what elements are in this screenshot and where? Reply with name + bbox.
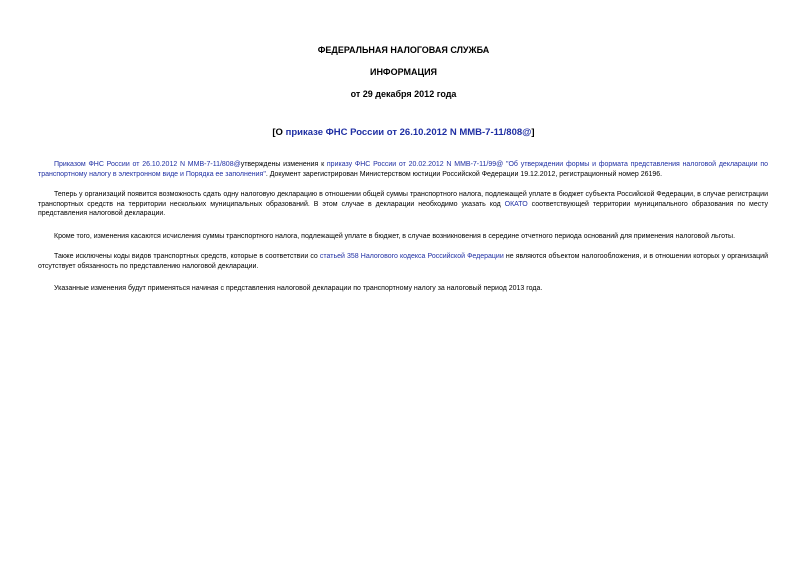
paragraph-excluded-codes	[38, 252, 768, 271]
paragraph-text: Также исключены коды видов транспортных средств, которые в соответствии со	[54, 253, 320, 260]
paragraph-text: Указанные изменения будут применяться начиная с представления налоговой декларации по транспортному налогу за налоговый период 2013 года.	[54, 285, 543, 292]
paragraph-tax-benefit	[38, 232, 768, 242]
tax-code-article-358-link[interactable]: статьей 358 Налогового кодекса Российской Федерации	[319, 253, 504, 260]
document-subject	[0, 127, 807, 138]
document-date: от 29 декабря 2012 года	[350, 89, 457, 99]
paragraph-text: соответствующей территории муниципального образования по месту представления налоговой декларации.	[38, 200, 769, 218]
paragraph-text: Кроме того, изменения касаются исчисления суммы транспортного налога, подлежащей уплате в бюджет, в случае возникновения в середине отчетного периода оснований для применения налоговой льготы.	[54, 233, 736, 240]
document-type: ИНФОРМАЦИЯ	[369, 67, 438, 77]
order-808-link[interactable]: Приказом ФНС России от 26.10.2012 N ММВ-7-11/808@	[54, 161, 241, 168]
subject-open-bracket: [О	[272, 127, 286, 138]
paragraph-text: утверждены изменения к	[240, 161, 327, 168]
paragraph-text: Теперь у организаций появится возможность сдать одну налоговую декларацию в отношении общей суммы транспортного налога, подлежащей уплате в бюджет субъекта Российской Федерации, в случае регистрации транспортных средств на территории нескольких муниципальных образований. В этом случае в декларации необходимо указать код	[38, 191, 768, 208]
okato-link[interactable]: ОКАТО	[504, 200, 528, 208]
paragraph-text: . Документ зарегистрирован Министерством юстиции Российской Федерации 19.12.2012, регистрационный номер 26196.	[265, 170, 663, 178]
paragraph-text: не являются объектом налогообложения, и в отношении которых у организаций отсутствует обязанность по представлению налоговой декларации.	[38, 253, 768, 270]
paragraph-order-approval	[38, 160, 768, 179]
order-99-link[interactable]: приказу ФНС России от 20.02.2012 N ММВ-7-11/99@ "Об утверждении формы и формата представления налоговой декларации по транспортному налогу в электронном виде и Порядка ее заполнения"	[38, 161, 768, 178]
paragraph-single-declaration	[38, 190, 768, 219]
paragraph-effective-date	[38, 284, 768, 294]
subject-close-bracket: ]	[531, 127, 535, 138]
agency-title: ФЕДЕРАЛЬНАЯ НАЛОГОВАЯ СЛУЖБА	[317, 45, 490, 55]
subject-order-link[interactable]: приказе ФНС России от 26.10.2012 N ММВ-7-11/808@	[285, 127, 532, 138]
